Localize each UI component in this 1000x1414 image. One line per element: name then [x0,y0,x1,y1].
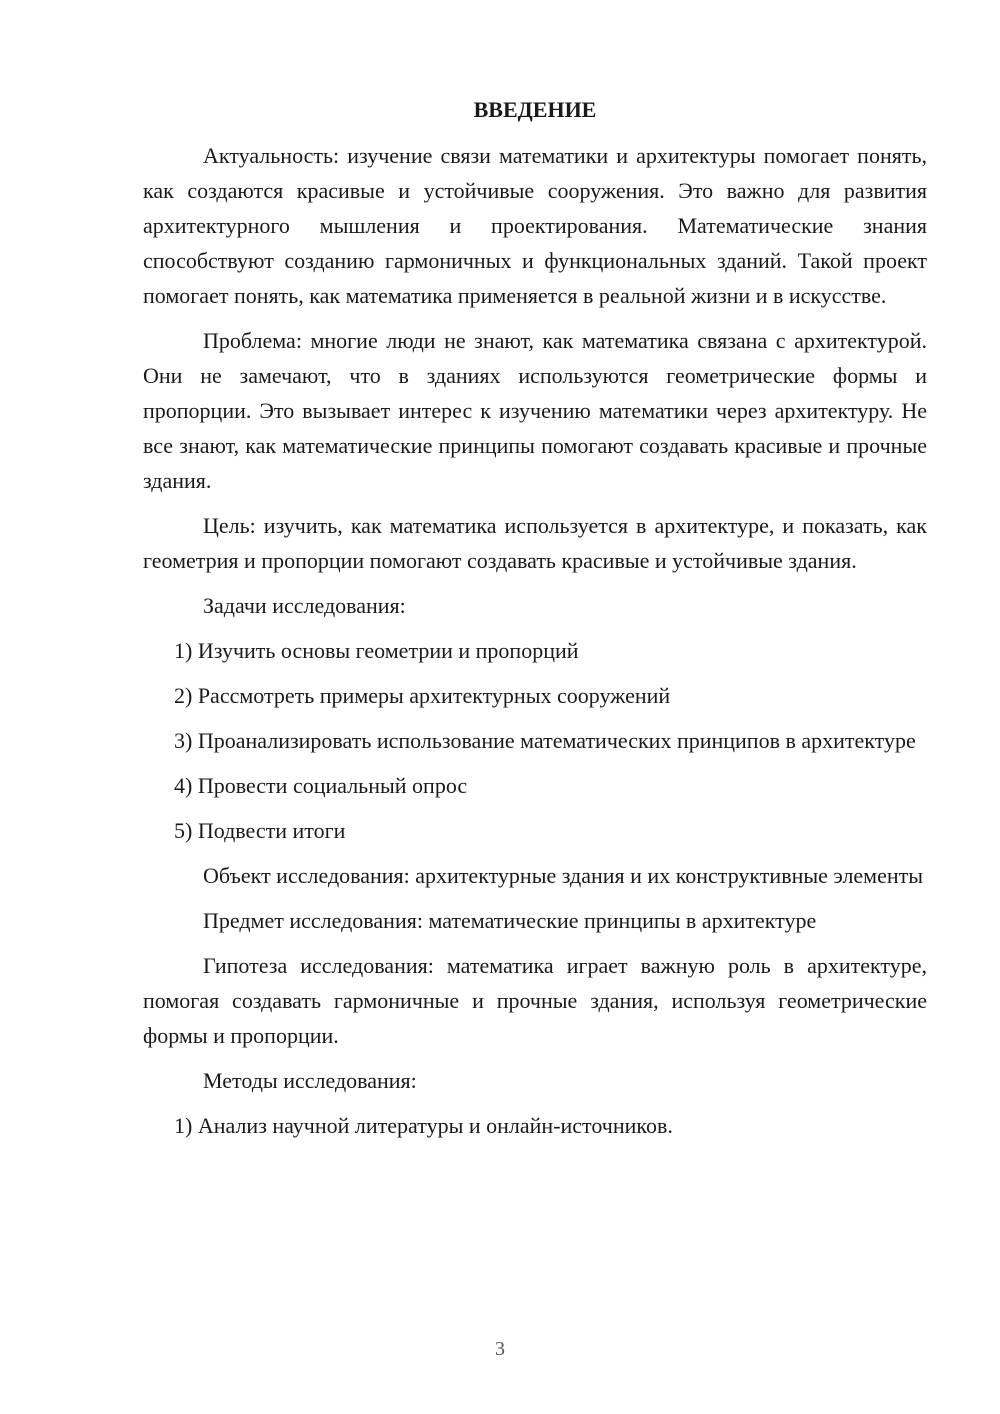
section-title: ВВЕДЕНИЕ [473,97,597,122]
task-item: 2) Рассмотреть примеры архитектурных сооружений [174,683,671,708]
paragraph-goal: Цель: изучить, как математика используется в архитектуре, и показать, как геометрия и пропорции помогают создавать красивые и устойчивые здания. [143,513,927,573]
research-subject: Предмет исследования: математические принципы в архитектуре [203,908,817,933]
task-item: 3) Проанализировать использование математических принципов в архитектуре [174,728,916,753]
task-item: 5) Подвести итоги [174,818,346,843]
page-content [143,94,927,1143]
paragraph-relevance: Актуальность: изучение связи математики и архитектуры помогает понять, как создаются красивые и устойчивые сооружения. Это важно для развития архитектурного мышления и проектирования. Математические знания способствуют созданию гармоничных и функциональных зданий. Такой проект помогает понять, как математика применяется в реальной жизни и в искусстве. [143,143,927,308]
method-item: 1) Анализ научной литературы и онлайн-источников. [174,1113,673,1138]
task-item: 4) Провести социальный опрос [174,773,468,798]
task-item: 1) Изучить основы геометрии и пропорций [174,638,579,663]
page-number: 3 [495,1338,505,1360]
methods-heading: Методы исследования: [203,1068,417,1093]
paragraph-problem: Проблема: многие люди не знают, как математика связана с архитектурой. Они не замечают, что в зданиях используются геометрические формы и пропорции. Это вызывает интерес к изучению математики через архитектуру. Не все знают, как математические принципы помогают создавать красивые и прочные здания. [143,328,927,493]
tasks-heading: Задачи исследования: [203,593,406,618]
research-hypothesis: Гипотеза исследования: математика играет важную роль в архитектуре, помогая создавать гармоничные и прочные здания, используя геометрические формы и пропорции. [143,953,927,1048]
research-object: Объект исследования: архитектурные здания и их конструктивные элементы [203,863,924,888]
